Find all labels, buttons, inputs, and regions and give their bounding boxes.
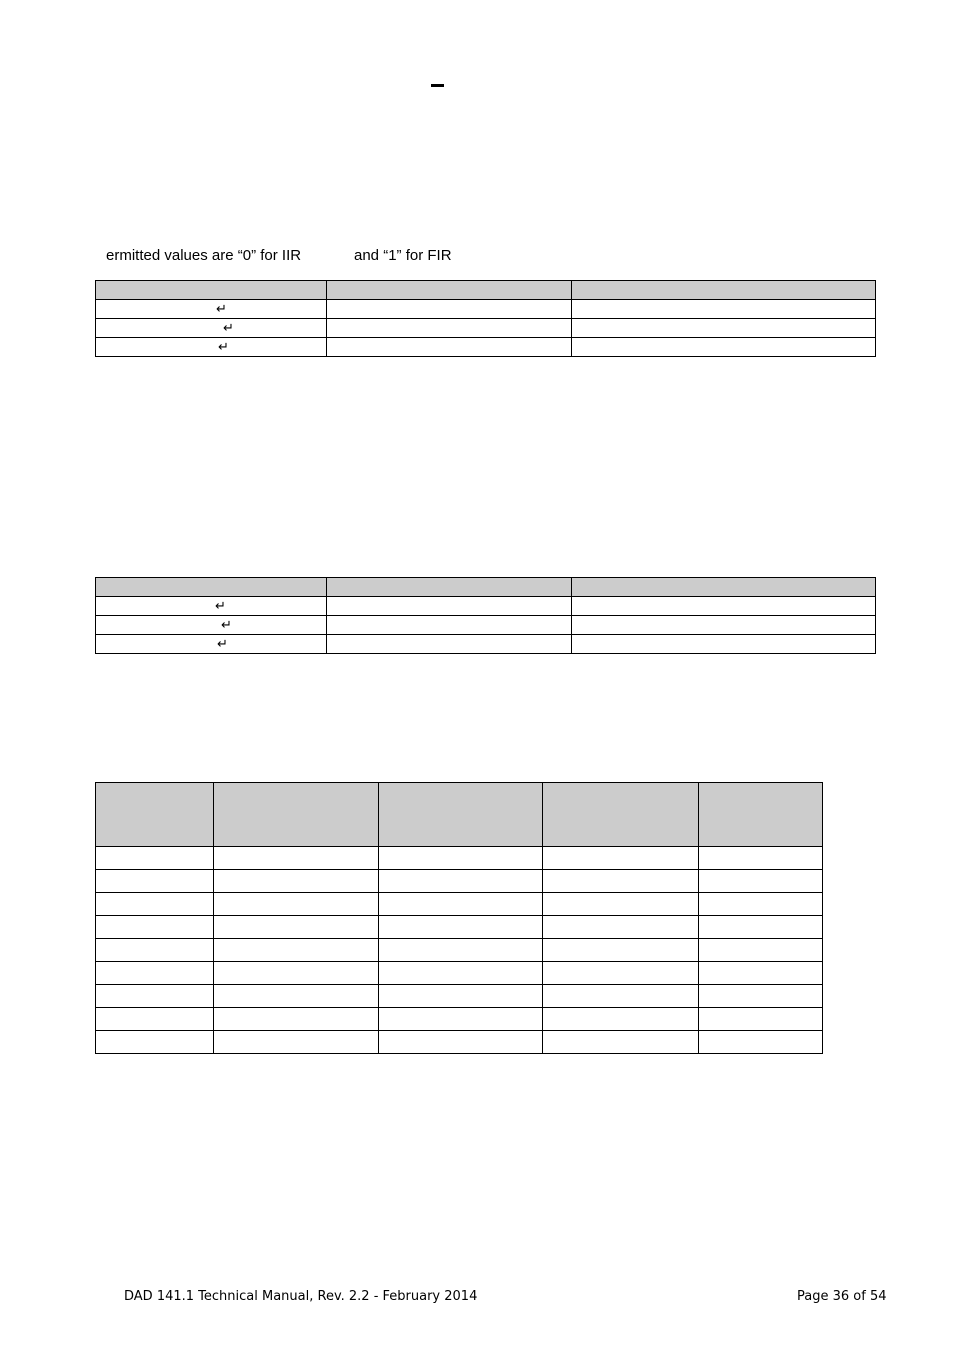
title-dash — [431, 84, 444, 87]
table-row — [96, 597, 876, 616]
enter-key-icon: ↵ — [218, 339, 229, 354]
table-header-cell — [96, 783, 214, 847]
table-header-cell — [96, 281, 327, 300]
parameter-table — [95, 782, 823, 1054]
table-row — [96, 616, 876, 635]
table-header-cell — [699, 783, 823, 847]
table-header-cell — [543, 783, 699, 847]
filter-note-part2: and “1” for FIR — [354, 247, 452, 264]
table-header-cell — [214, 783, 379, 847]
enter-key-icon: ↵ — [223, 320, 234, 335]
table-row — [96, 962, 823, 985]
footer-page-number: Page 36 of 54 — [797, 1289, 887, 1304]
command-table-1 — [95, 280, 876, 357]
enter-key-icon: ↵ — [216, 301, 227, 316]
table-row — [96, 1008, 823, 1031]
table-row — [96, 985, 823, 1008]
table-header-cell — [96, 578, 327, 597]
table-row — [96, 916, 823, 939]
table-header-cell — [572, 281, 876, 300]
table-header-cell — [379, 783, 543, 847]
table-row — [96, 847, 823, 870]
enter-key-icon: ↵ — [215, 598, 226, 613]
table-row — [96, 870, 823, 893]
filter-note-part1: ermitted values are “0” for IIR — [106, 247, 302, 264]
enter-key-icon: ↵ — [217, 636, 228, 651]
table-row — [96, 635, 876, 654]
footer-document-title: DAD 141.1 Technical Manual, Rev. 2.2 - February 2014 — [124, 1289, 478, 1304]
table-row — [96, 338, 876, 357]
table-row — [96, 1031, 823, 1054]
table-row — [96, 300, 876, 319]
table-header-cell — [327, 281, 572, 300]
table-header-cell — [327, 578, 572, 597]
table-row — [96, 893, 823, 916]
table-row — [96, 939, 823, 962]
enter-key-icon: ↵ — [221, 617, 232, 632]
command-table-2 — [95, 577, 876, 654]
table-row — [96, 319, 876, 338]
table-header-cell — [572, 578, 876, 597]
